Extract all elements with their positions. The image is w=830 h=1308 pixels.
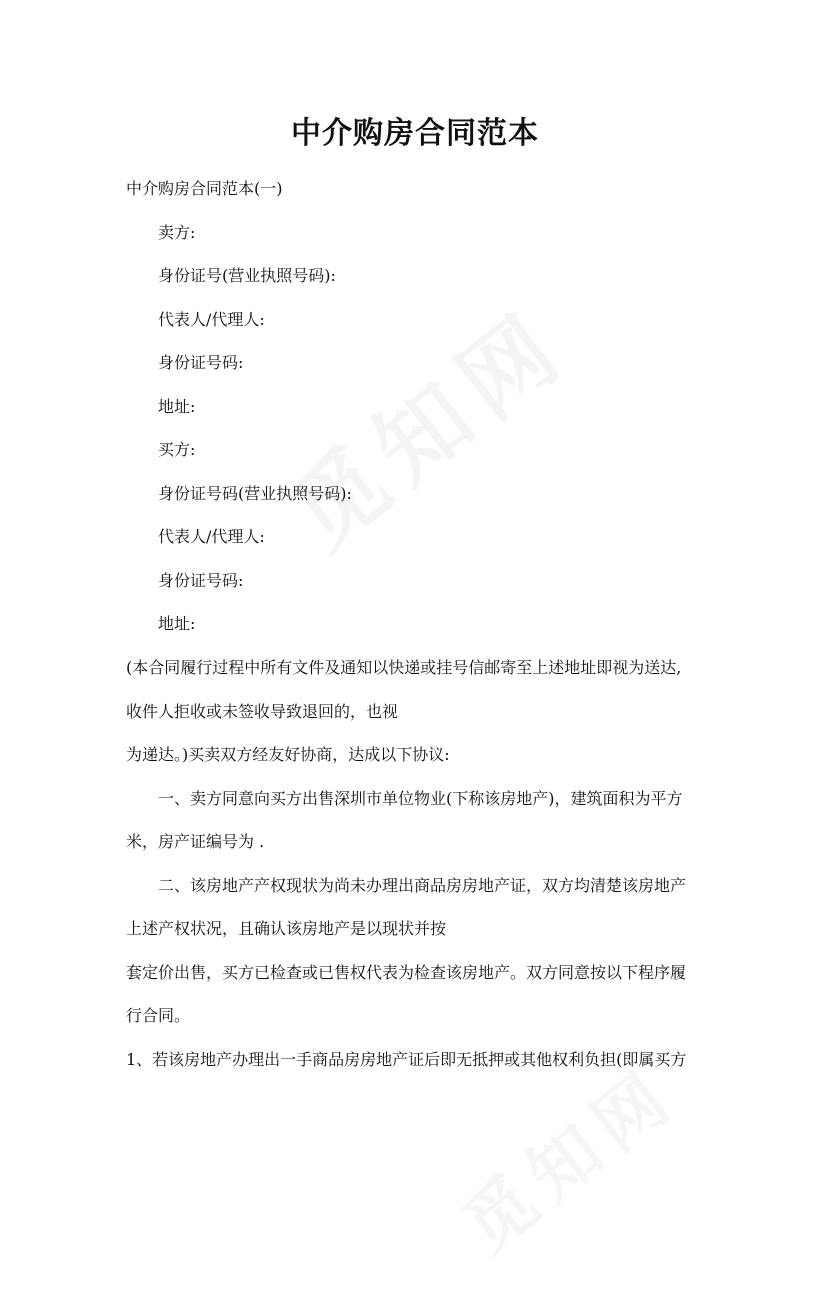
subtitle: 中介购房合同范本(一) xyxy=(126,179,283,198)
clause-2-line: 行合同。 xyxy=(126,1006,191,1025)
buyer-address-label: 地址: xyxy=(158,614,196,633)
document-title: 中介购房合同范本 xyxy=(291,116,539,151)
watermark xyxy=(220,232,639,627)
seller-agent-id-label: 身份证号码: xyxy=(158,353,244,372)
seller-label: 卖方: xyxy=(158,223,196,242)
buyer-agent-id-label: 身份证号码: xyxy=(158,571,244,590)
clause-2-line: 套定价出售，买方已检查或已售权代表为检查该房地产。双方同意按以下程序履 xyxy=(126,963,687,982)
notice-line: 为递达。)买卖双方经友好协商，达成以下协议: xyxy=(126,745,450,764)
clause-1-line: 一、卖方同意向买方出售深圳市单位物业(下称该房地产)，建筑面积为平方 xyxy=(158,789,683,808)
clause-2-line: 二、该房地产产权现状为尚未办理出商品房房地产证，双方均清楚该房地产 xyxy=(158,876,687,895)
clause-1-line: 米，房产证编号为 . xyxy=(126,832,265,851)
notice-line: 收件人拒收或未签收导致退回的，也视 xyxy=(126,702,399,721)
buyer-id-label: 身份证号码(营业执照号码): xyxy=(158,484,352,503)
notice-line: (本合同履行过程中所有文件及通知以快递或挂号信邮寄至上述地址即视为送达, xyxy=(126,658,682,677)
buyer-agent-label: 代表人/代理人: xyxy=(158,527,265,546)
seller-id-label: 身份证号(营业执照号码): xyxy=(158,266,336,285)
item-1-line: 1、若该房地产办理出一手商品房房地产证后即无抵押或其他权利负担(即属买方 xyxy=(126,1050,687,1069)
clause-2-line: 上述产权状况，且确认该房地产是以现状并按 xyxy=(126,919,447,938)
seller-address-label: 地址: xyxy=(158,397,196,416)
seller-agent-label: 代表人/代理人: xyxy=(158,310,265,329)
buyer-label: 买方: xyxy=(158,440,196,459)
